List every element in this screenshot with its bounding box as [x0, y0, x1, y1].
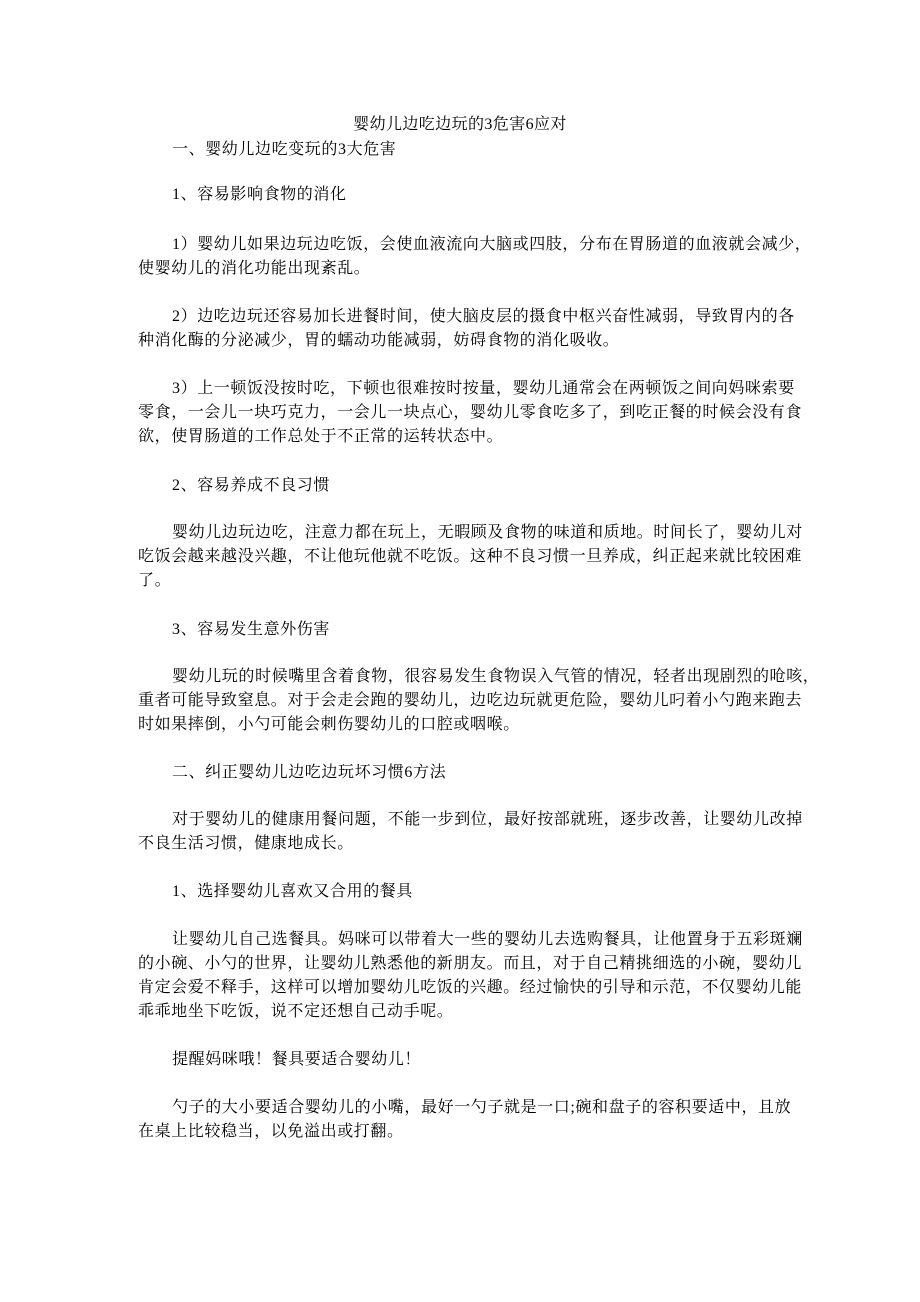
paragraph-line: 吃饭会越来越没兴趣，不让他玩他就不吃饭。这种不良习惯一旦养成，纠正起来就比较困难 — [138, 548, 803, 565]
subheading-habits: 2、容易养成不良习惯 — [172, 477, 331, 494]
paragraph-line: 3）上一顿饭没按时吃，下顿也很难按时按量，婴幼儿通常会在两顿饭之间向妈咪索要 — [172, 380, 795, 397]
paragraph-line: 种消化酶的分泌减少，胃的蠕动功能减弱，妨碍食物的消化吸收。 — [138, 332, 620, 349]
paragraph-line: 2）边吃边玩还容易加长进餐时间，使大脑皮层的摄食中枢兴奋性减弱，导致胃内的各 — [172, 308, 795, 325]
paragraph-line: 使婴幼儿的消化功能出现紊乱。 — [138, 260, 371, 277]
paragraph-line: 乖乖地坐下吃饭，说不定还想自己动手呢。 — [138, 1003, 454, 1020]
paragraph-line: 肯定会爱不释手，这样可以增加婴幼儿吃饭的兴趣。经过愉快的引导和示范，不仅婴幼儿能 — [138, 979, 803, 996]
paragraph-line: 在桌上比较稳当，以免溢出或打翻。 — [138, 1123, 404, 1140]
paragraph-line: 1）婴幼儿如果边玩边吃饭，会使血液流向大脑或四肢，分布在胃肠道的血液就会减少， — [172, 236, 812, 253]
paragraph-line: 不良生活习惯，健康地成长。 — [138, 835, 354, 852]
paragraph-line: 欲，使胃肠道的工作总处于不正常的运转状态中。 — [138, 428, 504, 445]
paragraph-line: 重者可能导致窒息。对于会走会跑的婴幼儿，边吃边玩就更危险，婴幼儿叼着小勺跑来跑去 — [138, 692, 803, 709]
section-heading-1: 一、婴幼儿边吃变玩的3大危害 — [172, 141, 397, 158]
tip-line: 提醒妈咪哦！餐具要适合婴幼儿！ — [172, 1051, 422, 1068]
subheading-injury: 3、容易发生意外伤害 — [172, 621, 331, 638]
subheading-digestion: 1、容易影响食物的消化 — [172, 186, 347, 203]
paragraph-line: 婴幼儿边玩边吃，注意力都在玩上，无暇顾及食物的味道和质地。时间长了，婴幼儿对 — [172, 524, 803, 541]
document-title: 婴幼儿边吃边玩的3危害6应对 — [353, 116, 567, 133]
paragraph-line: 让婴幼儿自己选餐具。妈咪可以带着大一些的婴幼儿去选购餐具，让他置身于五彩斑斓 — [172, 931, 803, 948]
paragraph-line: 时如果摔倒，小勺可能会刺伤婴幼儿的口腔或咽喉。 — [138, 716, 520, 733]
paragraph-line: 勺子的大小要适合婴幼儿的小嘴，最好一勺子就是一口;碗和盘子的容积要适中，且放 — [172, 1099, 792, 1116]
paragraph-line: 婴幼儿玩的时候嘴里含着食物，很容易发生食物误入气管的情况，轻者出现剧烈的呛咳， — [172, 668, 820, 685]
subheading-tableware: 1、选择婴幼儿喜欢又合用的餐具 — [172, 883, 414, 900]
section-heading-2: 二、纠正婴幼儿边吃边玩坏习惯6方法 — [172, 764, 447, 781]
paragraph-line: 的小碗、小勺的世界，让婴幼儿熟悉他的新朋友。而且，对于自己精挑细选的小碗，婴幼儿 — [138, 955, 803, 972]
paragraph-line: 零食，一会儿一块巧克力，一会儿一块点心，婴幼儿零食吃多了，到吃正餐的时候会没有食 — [138, 404, 803, 421]
paragraph-line: 了。 — [138, 572, 172, 589]
paragraph-line: 对于婴幼儿的健康用餐问题，不能一步到位，最好按部就班，逐步改善，让婴幼儿改掉 — [172, 811, 803, 828]
